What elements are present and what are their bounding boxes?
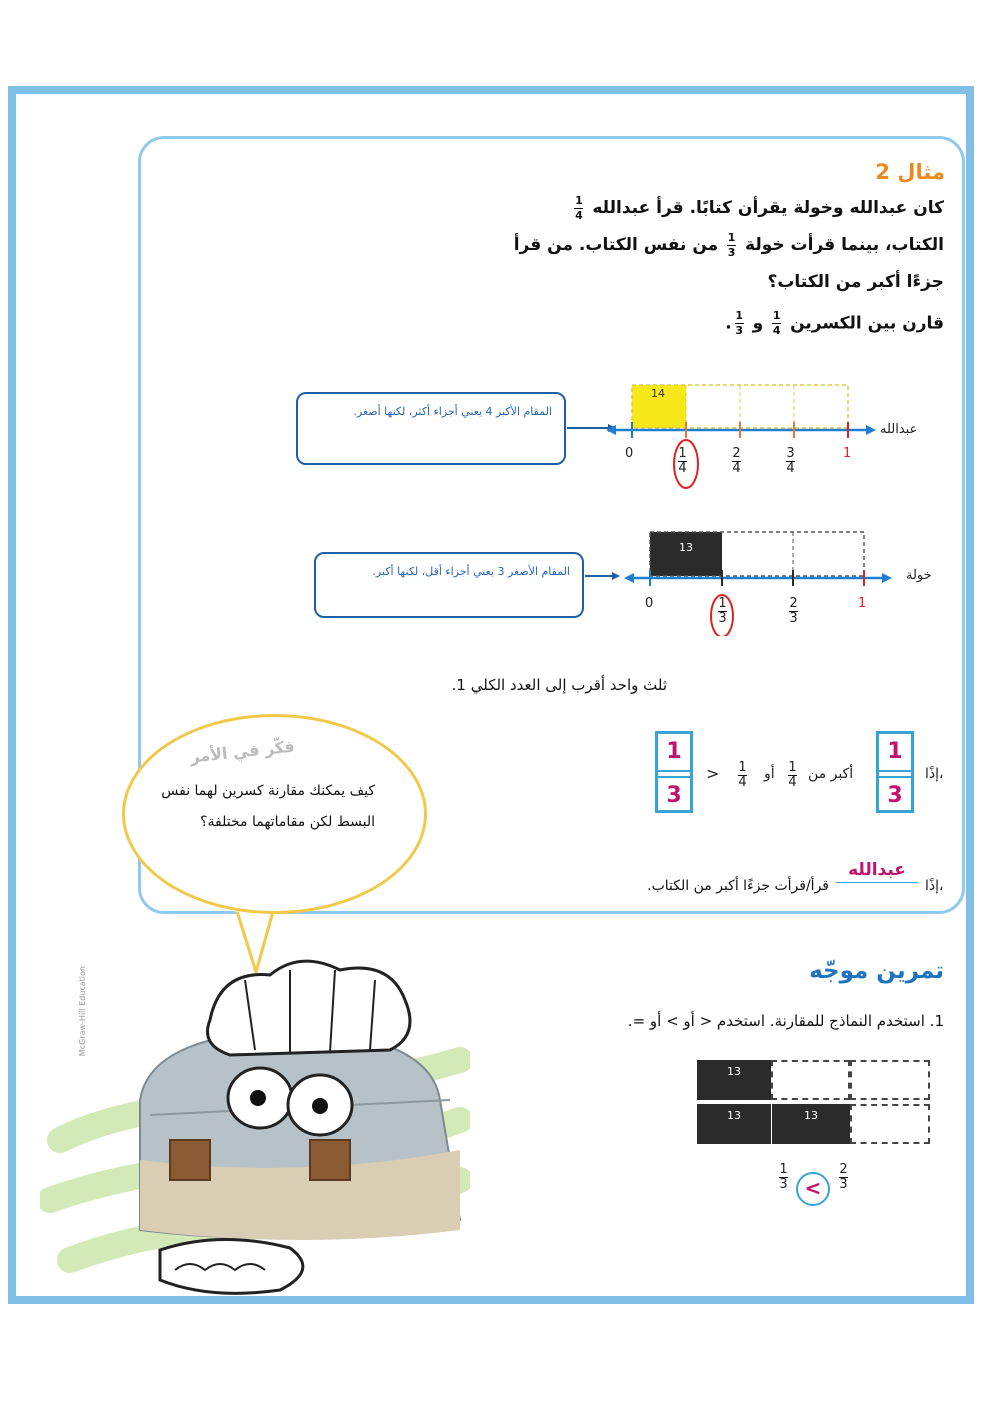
compare-instruction: قارن بين الكسرين $\frac{1}{4}$ و $\frac{1}{3}$ . [725, 309, 944, 337]
tick-zero-thirds: 0 [645, 596, 654, 611]
answer-right-fraction: 2 3 [839, 1162, 848, 1192]
guided-practice-title: تمرين موجّه [809, 958, 944, 984]
answer-left-fraction: 1 3 [779, 1162, 788, 1192]
shaded-third-cell [650, 532, 722, 576]
label-khawla: خولة [906, 568, 932, 583]
closeness-note: ثلث واحد أقرب إلى العدد الكلي 1. [451, 676, 667, 694]
problem-line-2b: من نفس الكتاب. من قرأ [513, 235, 719, 255]
conclusion-if-1: إذًا، [925, 766, 944, 782]
tick-two-quarters: 2 4 [732, 446, 741, 476]
answer-sign-circle: < [796, 1172, 830, 1206]
greater-sign: > [706, 764, 720, 783]
example-problem [444, 190, 944, 301]
problem-line-3: جزءًا أكبر من الكتاب؟ [767, 272, 944, 292]
tick-one-quarter: 1 4 [678, 446, 687, 476]
answer-box-left: 1 3 [655, 731, 693, 813]
tick-one: 1 [843, 446, 852, 461]
tick-three-quarters: 3 4 [786, 446, 795, 476]
callout-larger-denominator: المقام الأكبر 4 يعني أجزاء أكثر، لكنها أصغر. [296, 392, 566, 465]
fraction-one-quarter: $\frac{1}{4}$ [575, 193, 583, 222]
answer-box-right: 1 3 [876, 731, 914, 813]
third-cell-label: 13 [679, 541, 693, 554]
answer-name-blank: عبدالله [836, 860, 918, 883]
or-text: أو [764, 766, 775, 782]
shaded-cell-label: 14 [651, 387, 665, 400]
number-line-quarters [560, 380, 880, 490]
bubble-heading: فكّر في الأمر [189, 736, 296, 767]
tick-one-third: 1 3 [718, 596, 727, 626]
label-abdullah: عبدالله [880, 422, 918, 437]
lunchbox-mascot-illustration [40, 940, 470, 1304]
fraction-one-third: $\frac{1}{3}$ [727, 230, 736, 259]
model-top-empty-1 [771, 1060, 850, 1100]
tick-one-thirds: 1 [858, 596, 867, 611]
callout-smaller-denominator: المقام الأصغر 3 يعني أجزاء أقل، لكنها أكبر. [314, 552, 584, 618]
problem-line-1: كان عبدالله وخولة يقرأن كتابًا. قرأ عبدالله [592, 198, 944, 218]
model-top-label: 13 [727, 1065, 741, 1078]
model-top-empty-2 [850, 1060, 930, 1100]
model-bottom-label-1: 13 [727, 1109, 741, 1122]
number-line-thirds [580, 526, 900, 636]
bubble-text: كيف يمكنك مقارنة كسرين لهما نفس البسط لكن مقاماتهما مختلفة؟ [161, 783, 375, 830]
conclusion-sentence: قرأ/قرأت جزءًا أكبر من الكتاب. [647, 878, 829, 894]
guided-practice-question: 1. استخدم النماذج للمقارنة. استخدم < أو > أو =. [627, 1012, 944, 1030]
tick-two-thirds: 2 3 [789, 596, 798, 626]
side-credit: McGraw-Hill Education [78, 966, 87, 1057]
quarter-in-inequality: 1 4 [738, 760, 747, 790]
conclusion-if-2: إذًا، [925, 878, 944, 894]
model-bottom-empty [850, 1104, 930, 1144]
problem-line-2a: الكتاب، بينما قرأت خولة [745, 235, 944, 255]
greater-than-text: أكبر من [808, 766, 854, 782]
example-title: مثال 2 [875, 160, 945, 184]
tick-zero: 0 [625, 446, 634, 461]
model-bottom-label-2: 13 [804, 1109, 818, 1122]
quarter-in-sentence: 1 4 [788, 760, 797, 790]
